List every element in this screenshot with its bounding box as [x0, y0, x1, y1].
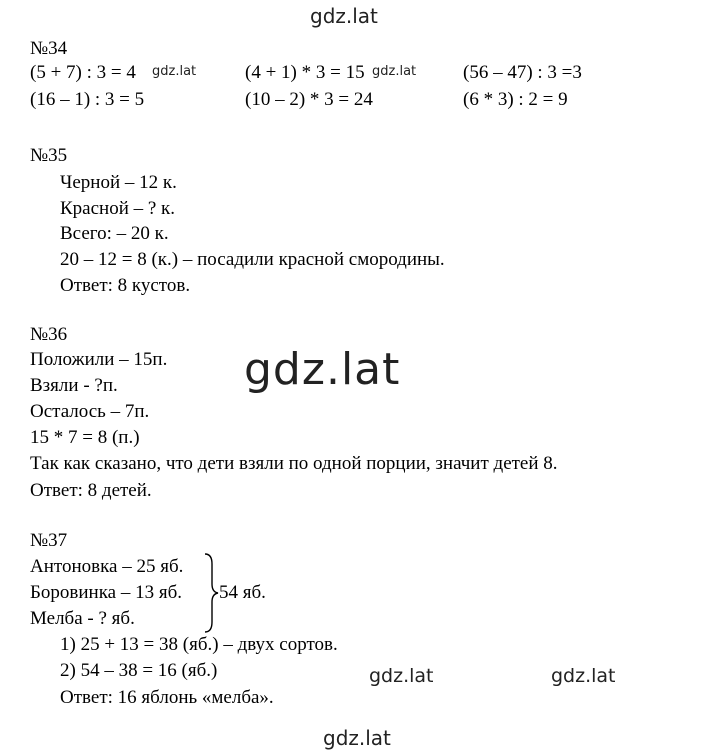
task34-r2-c1: (16 – 1) : 3 = 5: [30, 89, 145, 110]
task36-line: Положили – 15п.: [30, 349, 168, 370]
task34-r1-c2: [245, 62, 365, 84]
watermark-lower-left: gdz.lat: [369, 665, 434, 687]
task35-line: Красной – ? к.: [60, 198, 176, 219]
task34-r1-c3: (56 – 47) : 3 =3: [463, 62, 582, 83]
task36-line: Так как сказано, что дети взяли по одной порции, значит детей 8.: [30, 453, 558, 474]
task36-line: Взяли - ?п.: [30, 375, 118, 396]
task37-answer: Ответ: 16 яблонь «мелба».: [60, 687, 274, 708]
task37-line: Мелба - ? яб.: [30, 608, 135, 629]
task37-line: Боровинка – 13 яб.: [30, 582, 182, 603]
task34-r2-c3: (6 * 3) : 2 = 9: [463, 89, 568, 110]
task35-line: Всего: – 20 к.: [60, 223, 169, 244]
watermark-top: gdz.lat: [310, 4, 378, 28]
task37-brace-total: 54 яб.: [219, 582, 266, 603]
task34-r1-c2-text: (4 + 1) * 3 = 15: [245, 62, 365, 83]
task36-answer: Ответ: 8 детей.: [30, 480, 152, 501]
task34-r1-c1: [30, 62, 136, 84]
task37-step: 2) 54 – 38 = 16 (яб.): [60, 660, 218, 681]
watermark-inline2: gdz.lat: [372, 64, 417, 79]
curly-brace: [203, 552, 219, 634]
task34-number: №34: [30, 38, 68, 59]
task34-r1-c1-text: (5 + 7) : 3 = 4: [30, 62, 136, 83]
task35-line: 20 – 12 = 8 (к.) – посадили красной смородины.: [60, 249, 445, 270]
task35-answer: Ответ: 8 кустов.: [60, 275, 191, 296]
task35-number: №35: [30, 145, 68, 166]
task37-line: Антоновка – 25 яб.: [30, 556, 184, 577]
task36-line: 15 * 7 = 8 (п.): [30, 427, 140, 448]
task34-r2-c2: (10 – 2) * 3 = 24: [245, 89, 373, 110]
task35-line: Черной – 12 к.: [60, 172, 177, 193]
watermark-center: gdz.lat: [244, 344, 401, 395]
task37-number: №37: [30, 530, 68, 551]
task36-line: Осталось – 7п.: [30, 401, 150, 422]
watermark-lower-right: gdz.lat: [551, 665, 616, 687]
watermark-bottom: gdz.lat: [323, 726, 391, 750]
task36-number: №36: [30, 324, 68, 345]
watermark-inline1: gdz.lat: [152, 64, 197, 79]
task37-step: 1) 25 + 13 = 38 (яб.) – двух сортов.: [60, 634, 338, 655]
